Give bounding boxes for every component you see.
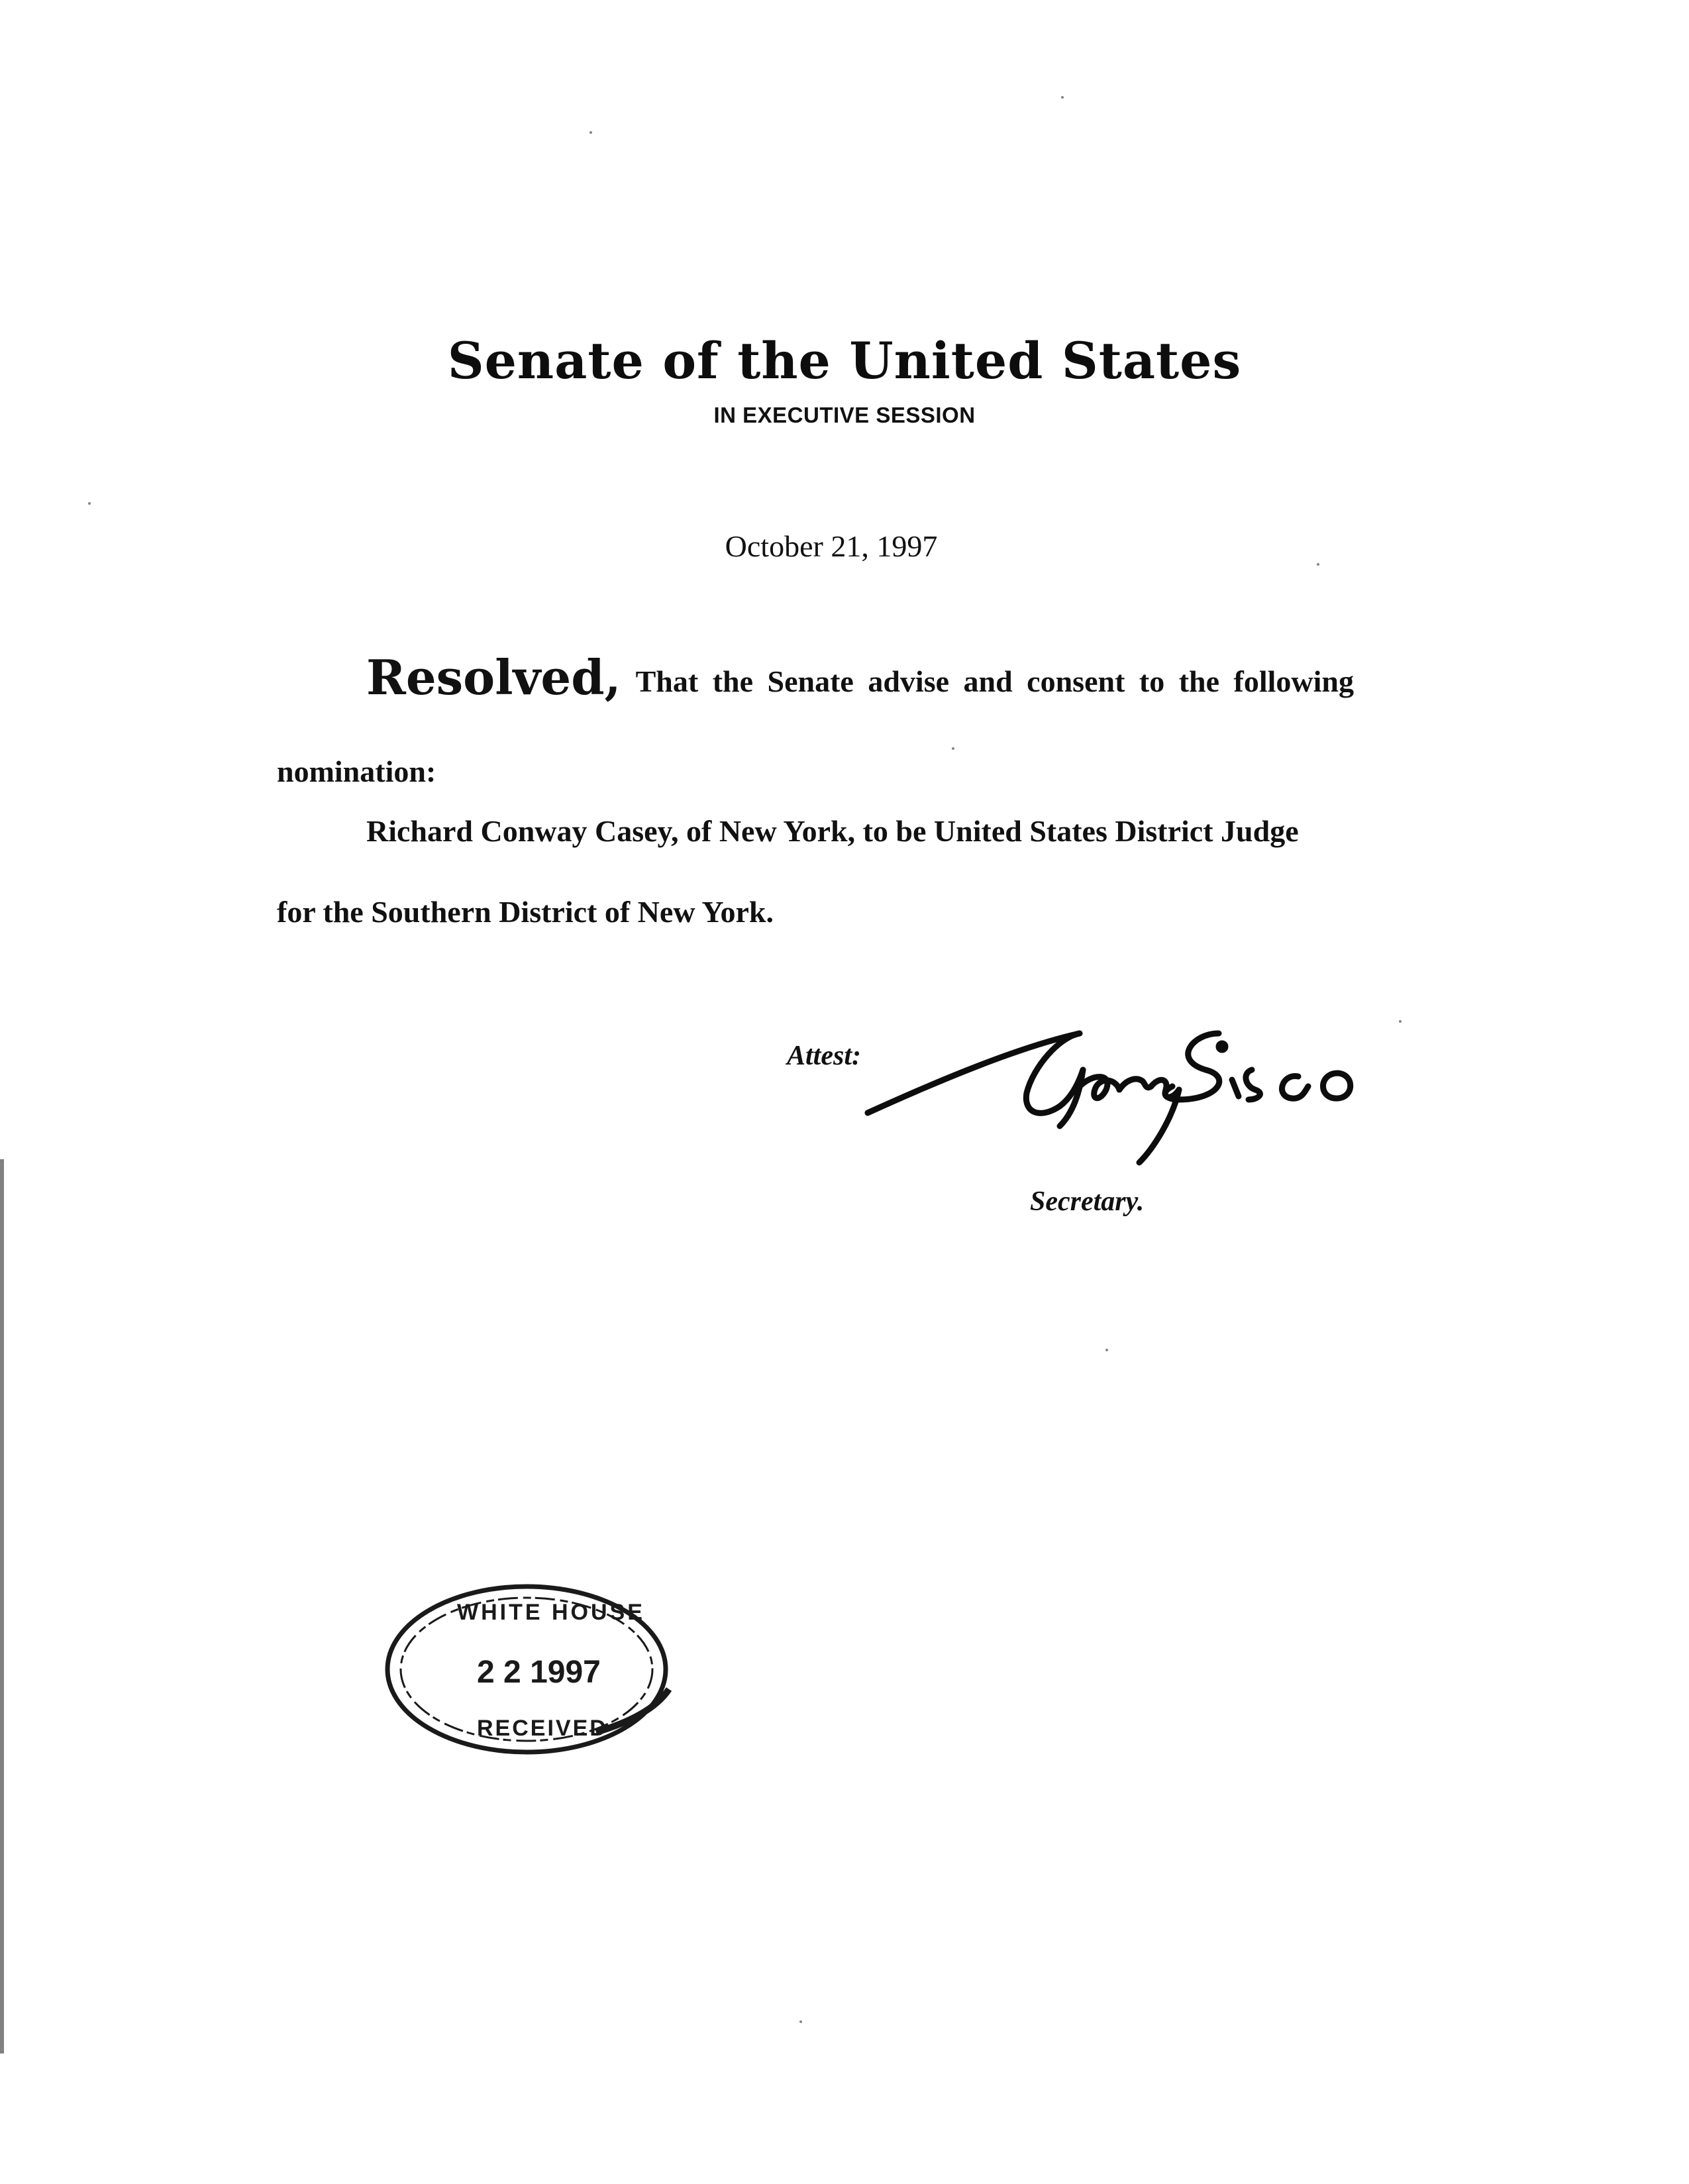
scan-speck	[952, 747, 954, 750]
scan-speck	[1061, 96, 1064, 99]
page-title: Senate of the United States	[447, 331, 1242, 390]
scan-speck	[88, 502, 91, 505]
attest-title: Secretary.	[1030, 1186, 1145, 1217]
resolved-heading: Resolved,	[366, 649, 621, 705]
signature	[861, 1007, 1404, 1179]
received-stamp	[378, 1570, 682, 1769]
resolution-text-line-1: That the Senate advise and consent to the following	[635, 664, 1354, 698]
resolution-date: October 21, 1997	[725, 529, 938, 563]
scan-edge	[0, 1159, 4, 2054]
scan-speck	[1105, 1349, 1108, 1351]
district-line: for the Southern District of New York.	[277, 895, 774, 929]
stamp-bottom-text: RECEIVED	[477, 1716, 608, 1741]
scan-speck	[589, 131, 592, 134]
stamp-date: 2 2 1997	[477, 1655, 601, 1690]
nominee-line: Richard Conway Casey, of New York, to be United States District Judge	[366, 814, 1299, 848]
scan-speck	[799, 2020, 802, 2023]
stamp-top-text: WHITE HOUSE	[457, 1600, 645, 1625]
attest-label: Attest:	[787, 1041, 861, 1071]
session-subtitle: IN EXECUTIVE SESSION	[713, 403, 976, 427]
resolution-first-line	[366, 649, 1393, 705]
resolution-text-line-2: nomination:	[277, 754, 436, 788]
